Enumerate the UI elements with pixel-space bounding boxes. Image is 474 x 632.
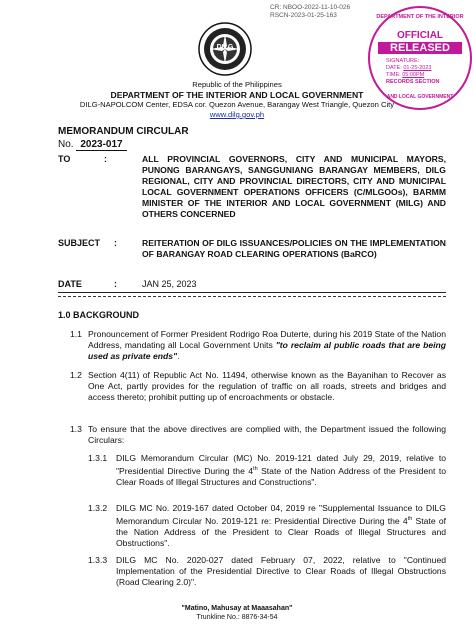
para-1-3-1-text-b: State of the Nation Address of the President to Clear Roads of Illegal Structures and Constructions". (116, 465, 446, 487)
stamp-top-text: DEPARTMENT OF THE INTERIOR (376, 14, 464, 20)
section-heading: 1.0 BACKGROUND (58, 310, 140, 320)
dilg-seal-icon (198, 22, 252, 76)
date-colon: : (114, 279, 117, 289)
para-1-1-quote: "to reclaim al public roads that are being used as private ends" (88, 340, 446, 361)
stamp-section: RECORDS SECTION (386, 79, 440, 85)
para-1-2-text: Section 4(11) of Republic Act No. 11494, otherwise known as the Bayanihan to Recover as One Act, partly provides for the regulation of traffic on all roads, streets and bridges and access thereto; prohibit putting up of encroachments or obstacle. (88, 370, 446, 402)
para-1-3-text: To ensure that the above directives are complied with, the Department issued the following Circulars: (88, 424, 446, 445)
stamp-date-label: DATE: (386, 65, 402, 71)
stamp-date-value: 01-25-2023 (403, 65, 432, 71)
footer-motto: "Matino, Mahusay at Maaasahan" (181, 605, 293, 612)
para-1-3-2-sup: th (407, 516, 413, 522)
para-1-3-2-text-b: State of the Nation Address of the President to Clear Roads of Illegal Structures and Obstructions". (116, 515, 446, 548)
department-name: DEPARTMENT OF THE INTERIOR AND LOCAL GOVERNMENT (110, 90, 364, 100)
stamp-official: OFFICIAL (396, 30, 444, 41)
official-released-stamp (368, 6, 472, 110)
para-1-1-text: Pronouncement of Former President Rodrigo Roa Duterte, during his 2019 State of the Nation Address, mandating all Local Government Units (88, 329, 446, 350)
para-1-3-number: 1.3 (70, 424, 82, 434)
para-1-1-number: 1.1 (70, 329, 82, 339)
para-1-3-3-number: 1.3.3 (88, 555, 108, 565)
memo-title: MEMORANDUM CIRCULAR (58, 126, 189, 137)
website-link[interactable]: www.dilg.gov.ph (209, 110, 265, 119)
memo-number-label: No. (58, 139, 74, 150)
subject-label: SUBJECT (58, 238, 101, 248)
stamp-bottom-text: AND LOCAL GOVERNMENT (386, 94, 454, 100)
seal-text: DILG (216, 44, 234, 51)
to-colon: : (104, 154, 107, 164)
stamp-time-value: 05:00PM (402, 72, 425, 78)
stamp-time-label: TIME: (386, 72, 401, 78)
memo-number-value: 2023-017 (76, 139, 126, 151)
reference-line-2: RSCN-2023-01-25-163 (270, 12, 337, 19)
date-label: DATE (58, 279, 82, 289)
para-1-3-2-text-a: DILG MC No. 2019-167 dated October 04, 2019 re "Supplemental Issuance to DILG Memorandum Circular No. 2019-121 re: Presidential Directive During the 4 (116, 503, 446, 526)
para-1-3-1-text-a: DILG Memorandum Circular (MC) No. 2019-121 dated July 29, 2019, relative to "Presidential Directive During the 4 (116, 453, 446, 476)
para-1-2-number: 1.2 (70, 370, 82, 380)
para-1-1-end: . (177, 351, 180, 361)
stamp-fields (386, 58, 462, 86)
para-1-3-1-sup: th (253, 466, 258, 472)
para-1-3-2 (116, 503, 446, 549)
to-recipients: ALL PROVINCIAL GOVERNORS, CITY AND MUNICIPAL MAYORS, PUNONG BARANGAYS, SANGGUNIANG BARANGAY MEMBERS, DILG REGIONAL, CITY AND PROVINCIAL DIRECTORS, CITY AND MUNICIPAL LOCAL GOVERNMENT OPERATIONS OFFICERS (C/MLGOOs), BARMM MINISTER OF THE INTERIOR AND LOCAL GOVERNMENT (MILG) AND OTHERS CONCERNED (142, 154, 446, 219)
para-1-3-3-text: DILG MC No. 2020-027 dated February 07, 2022, relative to "Continued Implementation of the Presidential Directive to Clear Roads of Illegal Obstructions (Road Clearing 2.0)". (116, 555, 446, 587)
date-value: JAN 25, 2023 (142, 279, 197, 289)
republic-line: Republic of the Philippines (192, 80, 282, 89)
stamp-signature-label: SIGNATURE: (386, 58, 420, 64)
stamp-released: RELEASED (378, 42, 462, 54)
department-address: DILG-NAPOLCOM Center, EDSA cor. Quezon Avenue, Barangay West Triangle, Quezon City (79, 100, 395, 109)
divider-top (58, 292, 446, 293)
to-label: TO (58, 154, 71, 164)
para-1-3-1-number: 1.3.1 (88, 453, 108, 463)
reference-line-1: CR: NBOO-2022-11-10-026 (270, 4, 351, 11)
para-1-3-2-number: 1.3.2 (88, 503, 108, 513)
subject-text: REITERATION OF DILG ISSUANCES/POLICIES ON THE IMPLEMENTATION OF BARANGAY ROAD CLEARING OPERATIONS (BaRCO) (142, 238, 446, 259)
memo-number (58, 139, 127, 150)
para-1-1 (88, 329, 446, 362)
para-1-3-1 (116, 453, 446, 488)
footer-trunkline: Trunkline No.: 8876-34-54 (196, 614, 278, 621)
subject-colon: : (114, 238, 117, 248)
footer (130, 604, 344, 622)
divider-bottom (58, 296, 446, 297)
